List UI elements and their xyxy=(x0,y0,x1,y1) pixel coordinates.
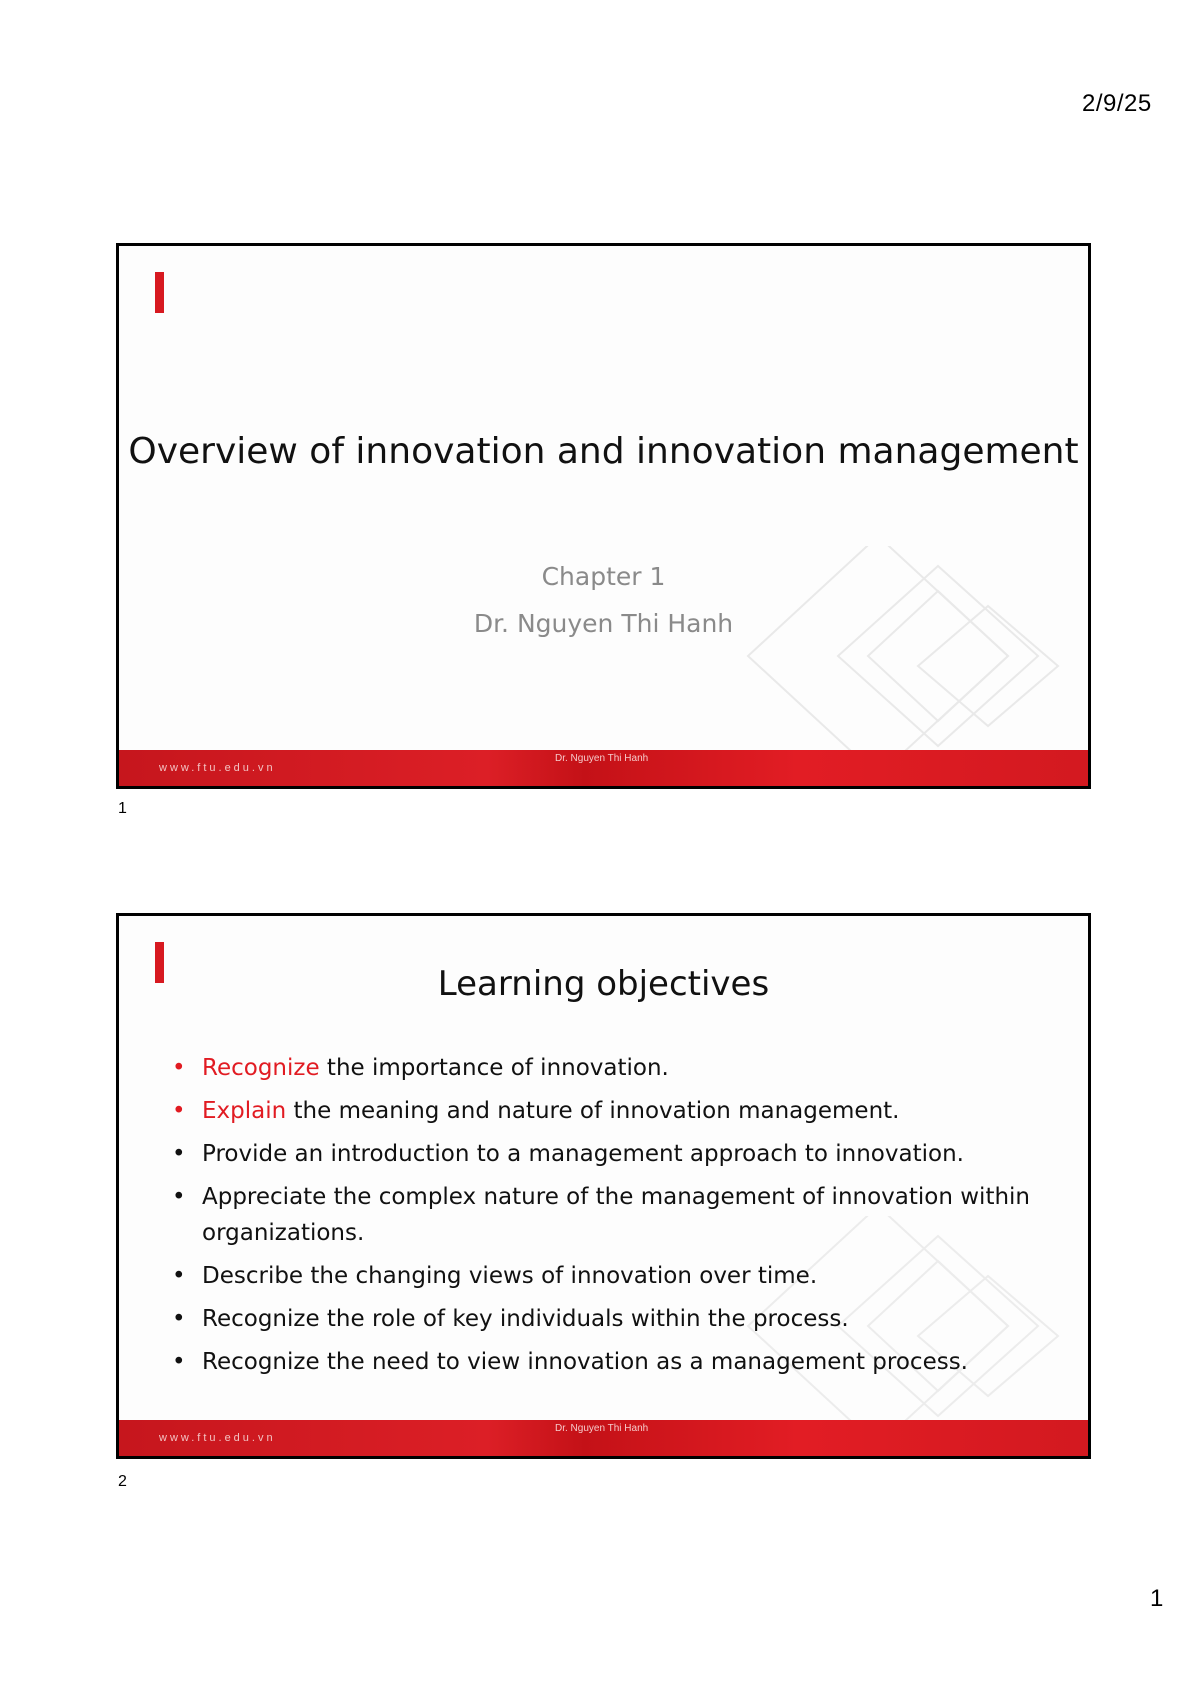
objective-text: the importance of innovation. xyxy=(319,1055,669,1081)
objective-text: the meaning and nature of innovation management. xyxy=(286,1098,900,1124)
objective-text: Appreciate the complex nature of the management of innovation within organizations. xyxy=(202,1184,1031,1246)
objective-keyword: Explain xyxy=(202,1098,287,1124)
slide-title: Overview of innovation and innovation management xyxy=(128,431,1079,472)
list-item xyxy=(171,1301,1051,1337)
slide-number-label: 2 xyxy=(118,1473,127,1490)
bullet-icon: • xyxy=(172,1141,186,1167)
objective-keyword: Recognize xyxy=(202,1055,320,1081)
list-item xyxy=(171,1179,1051,1251)
list-item xyxy=(171,1258,1051,1294)
slide-number-label: 1 xyxy=(118,800,127,817)
objective-text: Recognize the role of key individuals within the process. xyxy=(202,1306,849,1332)
footer-url: www.ftu.edu.vn xyxy=(159,762,276,774)
footer-url: www.ftu.edu.vn xyxy=(159,1432,276,1444)
bullet-icon: • xyxy=(172,1098,186,1124)
footer-author: Dr. Nguyen Thi Hanh xyxy=(555,1423,649,1434)
slide-subtitle-author: Dr. Nguyen Thi Hanh xyxy=(473,609,734,638)
list-item xyxy=(171,1093,1051,1129)
footer-author: Dr. Nguyen Thi Hanh xyxy=(555,753,649,764)
bullet-icon: • xyxy=(172,1306,186,1332)
slide-footer xyxy=(119,1420,1088,1456)
objective-text: Provide an introduction to a management approach to innovation. xyxy=(202,1141,964,1167)
objective-text: Describe the changing views of innovation over time. xyxy=(202,1263,818,1289)
slide-1 xyxy=(116,243,1091,789)
slide-subtitle-chapter: Chapter 1 xyxy=(541,562,666,591)
page-date: 2/9/25 xyxy=(1082,90,1152,117)
slide-footer xyxy=(119,750,1088,786)
bullet-icon: • xyxy=(172,1055,186,1081)
list-item xyxy=(171,1136,1051,1172)
slide-2 xyxy=(116,913,1091,1459)
page-number: 1 xyxy=(1150,1585,1164,1612)
slide-accent-bar xyxy=(155,272,164,313)
slide-title: Learning objectives xyxy=(437,964,770,1004)
objective-text: Recognize the need to view innovation as a management process. xyxy=(202,1349,968,1375)
list-item xyxy=(171,1050,1051,1086)
bullet-icon: • xyxy=(172,1184,186,1210)
list-item xyxy=(171,1344,1051,1380)
bullet-icon: • xyxy=(172,1349,186,1375)
objectives-list xyxy=(171,1050,1051,1387)
bullet-icon: • xyxy=(172,1263,186,1289)
